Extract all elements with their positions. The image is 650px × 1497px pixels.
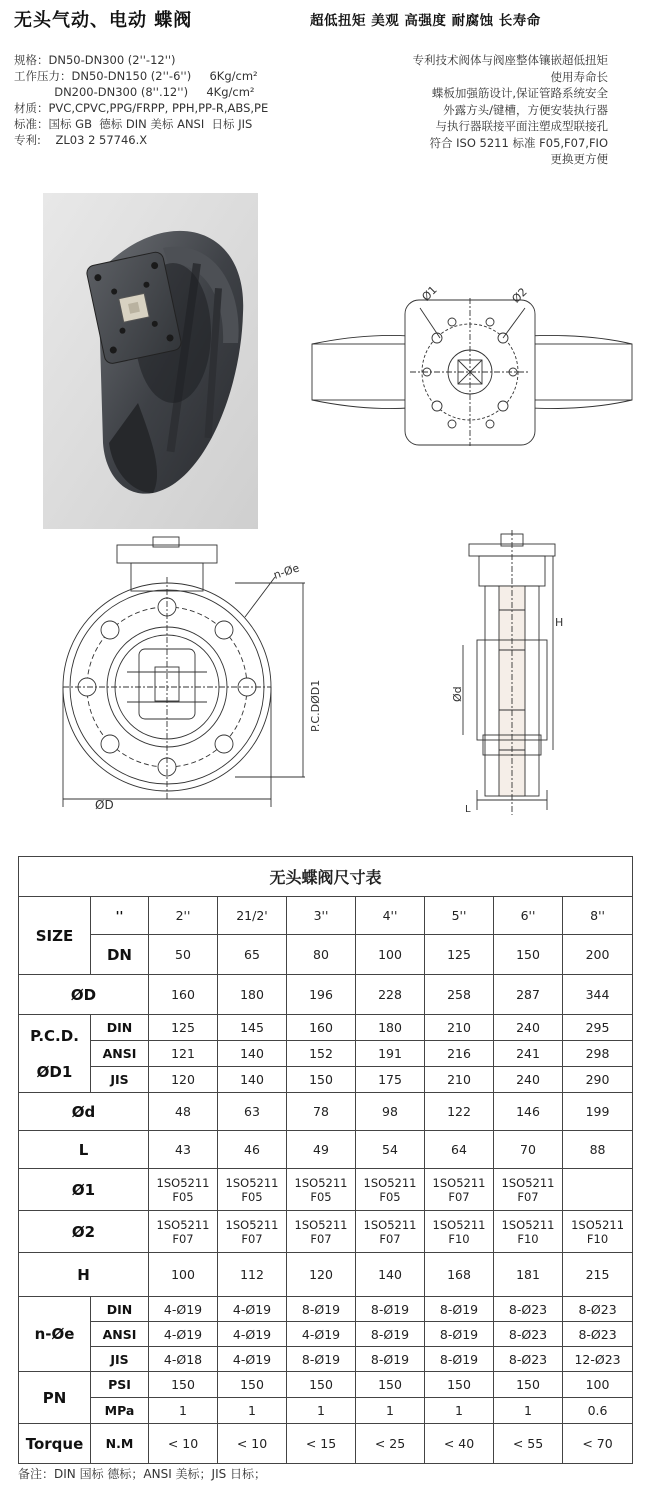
table-cell: 240 <box>494 1015 563 1041</box>
table-cell: < 25 <box>356 1424 425 1464</box>
torque-row-label: Torque <box>19 1424 91 1464</box>
table-cell: < 10 <box>149 1424 218 1464</box>
table-cell: 1SO5211 F10 <box>425 1211 494 1253</box>
table-cell: 1SO5211 F07 <box>425 1169 494 1211</box>
ne-label: n-Øe <box>271 561 302 582</box>
table-cell: < 55 <box>494 1424 563 1464</box>
table-cell: 12-Ø23 <box>563 1347 633 1372</box>
std-label: JIS <box>91 1347 149 1372</box>
table-cell: 48 <box>149 1093 218 1131</box>
table-cell: < 70 <box>563 1424 633 1464</box>
table-cell: 215 <box>563 1253 633 1297</box>
phi2-label: Ø2 <box>509 285 530 306</box>
side-view-drawing <box>451 530 575 815</box>
d-label: Ød <box>451 686 464 702</box>
table-cell: 8-Ø19 <box>287 1297 356 1322</box>
table-cell: 4-Ø19 <box>287 1322 356 1347</box>
table-cell: 8-Ø23 <box>494 1322 563 1347</box>
desc-line: 更换更方便 <box>550 152 608 166</box>
table-cell: 1SO5211 F07 <box>218 1211 287 1253</box>
table-cell: 1SO5211 F05 <box>287 1169 356 1211</box>
table-cell: 1 <box>425 1398 494 1424</box>
top-view-drawing <box>300 278 635 438</box>
table-cell: 295 <box>563 1015 633 1041</box>
spec-size: 规格：DN50-DN300 (2''-12'') <box>14 53 176 67</box>
table-cell: 8-Ø19 <box>356 1297 425 1322</box>
table-cell: 290 <box>563 1067 633 1093</box>
table-cell: 54 <box>356 1131 425 1169</box>
table-cell: 150 <box>425 1372 494 1398</box>
table-cell: 3'' <box>287 897 356 935</box>
table-cell: < 40 <box>425 1424 494 1464</box>
pn-row-label: PN <box>19 1372 91 1424</box>
table-cell: 150 <box>149 1372 218 1398</box>
product-title: 无头气动、电动 蝶阀 <box>14 10 193 31</box>
table-cell: 100 <box>563 1372 633 1398</box>
front-view-drawing <box>35 537 340 812</box>
unit-label: MPa <box>91 1398 149 1424</box>
table-cell: 140 <box>218 1067 287 1093</box>
table-cell: 140 <box>218 1041 287 1067</box>
table-cell: 122 <box>425 1093 494 1131</box>
table-cell: 8-Ø23 <box>563 1297 633 1322</box>
table-cell: 180 <box>218 975 287 1015</box>
table-cell: 258 <box>425 975 494 1015</box>
product-photo <box>43 193 258 529</box>
table-cell: 4-Ø19 <box>218 1297 287 1322</box>
table-cell: 150 <box>494 1372 563 1398</box>
table-cell: 150 <box>287 1372 356 1398</box>
table-cell: 1 <box>149 1398 218 1424</box>
table-cell: 4-Ø19 <box>149 1297 218 1322</box>
table-cell: 64 <box>425 1131 494 1169</box>
table-cell: 70 <box>494 1131 563 1169</box>
table-title: 无头蝶阀尺寸表 <box>19 857 633 897</box>
l-row-label: L <box>19 1131 149 1169</box>
table-cell: 125 <box>149 1015 218 1041</box>
table-cell: 146 <box>494 1093 563 1131</box>
table-cell: 196 <box>287 975 356 1015</box>
table-cell: 4-Ø19 <box>149 1322 218 1347</box>
table-cell: 1SO5211 F05 <box>356 1169 425 1211</box>
desc-line: 蝶板加强筋设计,保证管路系统安全 <box>431 86 608 100</box>
table-cell: 191 <box>356 1041 425 1067</box>
spec-material: 材质：PVC,CPVC,PPG/FRPP, PPH,PP-R,ABS,PE <box>14 101 269 115</box>
std-label: ANSI <box>91 1041 149 1067</box>
footnote: 备注：DIN 国标 德标；ANSI 美标；JIS 日标； <box>18 1467 267 1481</box>
table-cell: 1 <box>356 1398 425 1424</box>
table-cell: 150 <box>287 1067 356 1093</box>
table-cell: 150 <box>218 1372 287 1398</box>
h-row-label: H <box>19 1253 149 1297</box>
table-cell: 8-Ø23 <box>494 1347 563 1372</box>
desc-line: 与执行器联接平面注塑成型联接孔 <box>435 119 608 133</box>
table-cell: 63 <box>218 1093 287 1131</box>
table-cell: 43 <box>149 1131 218 1169</box>
table-cell: 121 <box>149 1041 218 1067</box>
table-cell: 344 <box>563 975 633 1015</box>
table-cell: 1SO5211 F07 <box>356 1211 425 1253</box>
table-cell: 287 <box>494 975 563 1015</box>
std-label: ANSI <box>91 1322 149 1347</box>
table-cell: 4-Ø18 <box>149 1347 218 1372</box>
table-cell: 1SO5211 F05 <box>218 1169 287 1211</box>
table-cell: 200 <box>563 935 633 975</box>
table-cell: 8-Ø19 <box>287 1347 356 1372</box>
table-cell: 8'' <box>563 897 633 935</box>
table-cell: 88 <box>563 1131 633 1169</box>
table-cell: 100 <box>149 1253 218 1297</box>
l-label: L <box>465 804 471 815</box>
table-cell: 168 <box>425 1253 494 1297</box>
spec-patent: 专利: ZL03 2 57746.X <box>14 133 148 147</box>
unit-label: N.M <box>91 1424 149 1464</box>
std-label: JIS <box>91 1067 149 1093</box>
d-row-label: Ød <box>19 1093 149 1131</box>
table-cell: 210 <box>425 1015 494 1041</box>
table-cell: 298 <box>563 1041 633 1067</box>
table-cell: 8-Ø23 <box>563 1322 633 1347</box>
table-cell: 160 <box>149 975 218 1015</box>
table-cell: 6'' <box>494 897 563 935</box>
table-cell: 160 <box>287 1015 356 1041</box>
desc-line: 符合 ISO 5211 标准 F05,F07,FIO <box>429 135 608 150</box>
table-cell: 150 <box>356 1372 425 1398</box>
table-cell: < 10 <box>218 1424 287 1464</box>
pcd-row-label <box>19 1015 91 1093</box>
spec-pressure-2: DN200-DN300 (8''.12'') 4Kg/cm² <box>14 85 255 99</box>
table-cell: 4'' <box>356 897 425 935</box>
table-cell: 112 <box>218 1253 287 1297</box>
spec-standard: 标准：国标 GB 德标 DIN 美标 ANSI 日标 JIS <box>14 117 253 131</box>
table-cell: 0.6 <box>563 1398 633 1424</box>
table-cell: 125 <box>425 935 494 975</box>
table-cell: 145 <box>218 1015 287 1041</box>
table-cell: 140 <box>356 1253 425 1297</box>
od-row-label: ØD <box>19 975 149 1015</box>
description-list <box>413 52 609 168</box>
table-cell: 8-Ø19 <box>425 1347 494 1372</box>
table-cell: < 15 <box>287 1424 356 1464</box>
table-cell: 216 <box>425 1041 494 1067</box>
table-cell: 175 <box>356 1067 425 1093</box>
size-label: SIZE <box>19 897 91 975</box>
table-cell: 46 <box>218 1131 287 1169</box>
table-cell: 4-Ø19 <box>218 1322 287 1347</box>
table-cell: 8-Ø19 <box>356 1347 425 1372</box>
desc-line: 使用寿命长 <box>550 69 608 84</box>
table-cell: 5'' <box>425 897 494 935</box>
table-cell: 100 <box>356 935 425 975</box>
table-cell: 150 <box>494 935 563 975</box>
table-cell: 1SO5211 F10 <box>563 1211 633 1253</box>
table-cell: 1 <box>218 1398 287 1424</box>
product-features: 超低扭矩 美观 高强度 耐腐蚀 长寿命 <box>310 13 541 29</box>
table-cell: 152 <box>287 1041 356 1067</box>
table-cell: 65 <box>218 935 287 975</box>
table-cell: 210 <box>425 1067 494 1093</box>
od-label: ØD <box>95 798 114 812</box>
table-cell: 8-Ø19 <box>356 1322 425 1347</box>
table-cell: 1SO5211 F07 <box>287 1211 356 1253</box>
desc-line: 外露方头/键槽，方便安装执行器 <box>443 102 608 117</box>
inch-label: '' <box>91 897 149 935</box>
phi1-label: Ø1 <box>419 283 440 304</box>
table-cell: 78 <box>287 1093 356 1131</box>
table-cell: 8-Ø23 <box>494 1297 563 1322</box>
table-cell: 4-Ø19 <box>218 1347 287 1372</box>
table-cell: 199 <box>563 1093 633 1131</box>
pcd-label-1: P.C.D. <box>30 1026 79 1045</box>
table-cell: 98 <box>356 1093 425 1131</box>
table-cell: 120 <box>287 1253 356 1297</box>
spec-pressure-1: 工作压力：DN50-DN150 (2''-6'') 6Kg/cm² <box>14 69 258 83</box>
table-cell: 1SO5211 F07 <box>149 1211 218 1253</box>
phi1-row-label: Ø1 <box>19 1169 149 1211</box>
table-cell: 1 <box>494 1398 563 1424</box>
table-cell: 241 <box>494 1041 563 1067</box>
table-cell: 8-Ø19 <box>425 1322 494 1347</box>
ne-row-label: n-Øe <box>19 1297 91 1372</box>
phi2-row-label: Ø2 <box>19 1211 149 1253</box>
table-cell: 120 <box>149 1067 218 1093</box>
std-label: DIN <box>91 1015 149 1041</box>
table-cell: 240 <box>494 1067 563 1093</box>
table-cell: 49 <box>287 1131 356 1169</box>
spec-list <box>14 52 268 148</box>
table-cell: 1 <box>287 1398 356 1424</box>
table-cell: 228 <box>356 975 425 1015</box>
table-cell: 21/2' <box>218 897 287 935</box>
dimension-table <box>18 856 633 1464</box>
std-label: DIN <box>91 1297 149 1322</box>
table-cell: 1SO5211 F05 <box>149 1169 218 1211</box>
h-label: H <box>555 616 564 629</box>
table-cell: 1SO5211 F10 <box>494 1211 563 1253</box>
desc-line: 专利技术阀体与阀座整体镶嵌超低扭矩 <box>412 53 608 67</box>
table-cell <box>563 1169 633 1211</box>
table-cell: 181 <box>494 1253 563 1297</box>
pcd-label-2: ØD1 <box>36 1062 73 1081</box>
table-cell: 8-Ø19 <box>425 1297 494 1322</box>
dn-label: DN <box>91 935 149 975</box>
table-cell: 1SO5211 F07 <box>494 1169 563 1211</box>
table-cell: 80 <box>287 935 356 975</box>
table-cell: 50 <box>149 935 218 975</box>
pcd-label: P.C.DØD1 <box>309 679 322 732</box>
table-cell: 2'' <box>149 897 218 935</box>
unit-label: PSI <box>91 1372 149 1398</box>
table-cell: 180 <box>356 1015 425 1041</box>
